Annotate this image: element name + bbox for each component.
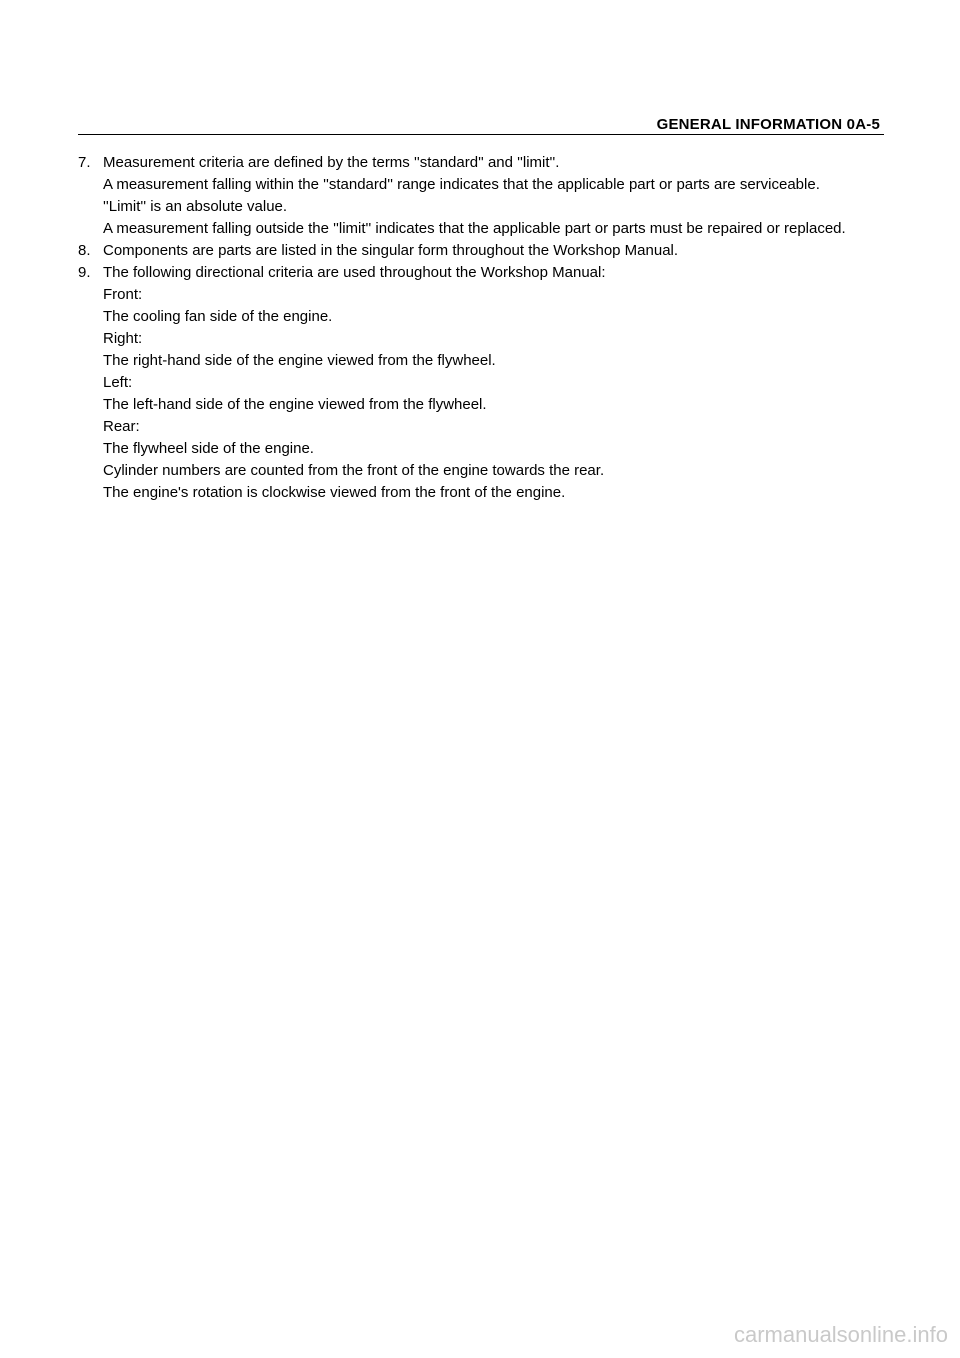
text-line: Components are parts are listed in the singular form throughout the Workshop Manual.: [103, 242, 679, 259]
item-number: 7.: [78, 154, 91, 171]
item-text: [103, 152, 888, 240]
text-line: Measurement criteria are defined by the terms ''standard'' and ''limit''.: [103, 154, 560, 171]
watermark: carmanualsonline.info: [733, 1322, 948, 1347]
content-body: [78, 152, 888, 504]
item-number: 9.: [78, 264, 91, 281]
text-line: Left:: [103, 374, 133, 391]
text-line: A measurement falling within the ''standard'' range indicates that the applicable part or parts are serviceable.: [103, 176, 820, 193]
text-line: The right-hand side of the engine viewed from the flywheel.: [103, 352, 496, 369]
page-title: GENERAL INFORMATION 0A-5: [656, 116, 880, 133]
text-line: Right:: [103, 330, 143, 347]
list-item-8: [78, 240, 888, 262]
text-line: Rear:: [103, 418, 140, 435]
text-line: The flywheel side of the engine.: [103, 440, 314, 457]
text-line: The engine's rotation is clockwise viewed from the front of the engine.: [103, 484, 566, 501]
text-line: Cylinder numbers are counted from the front of the engine towards the rear.: [103, 462, 605, 479]
text-line: A measurement falling outside the ''limit'' indicates that the applicable part or parts must be repaired or replaced.: [103, 220, 846, 237]
text-line: The cooling fan side of the engine.: [103, 308, 333, 325]
item-number: 8.: [78, 242, 91, 259]
page-header: [78, 114, 884, 135]
item-text: [103, 240, 888, 262]
list-item-7: [78, 152, 888, 240]
text-line: The left-hand side of the engine viewed from the flywheel.: [103, 396, 487, 413]
item-text: [103, 262, 888, 504]
text-line: Front:: [103, 286, 143, 303]
text-line: ''Limit'' is an absolute value.: [103, 198, 288, 215]
list-item-9: [78, 262, 888, 504]
text-line: The following directional criteria are used throughout the Workshop Manual:: [103, 264, 606, 281]
